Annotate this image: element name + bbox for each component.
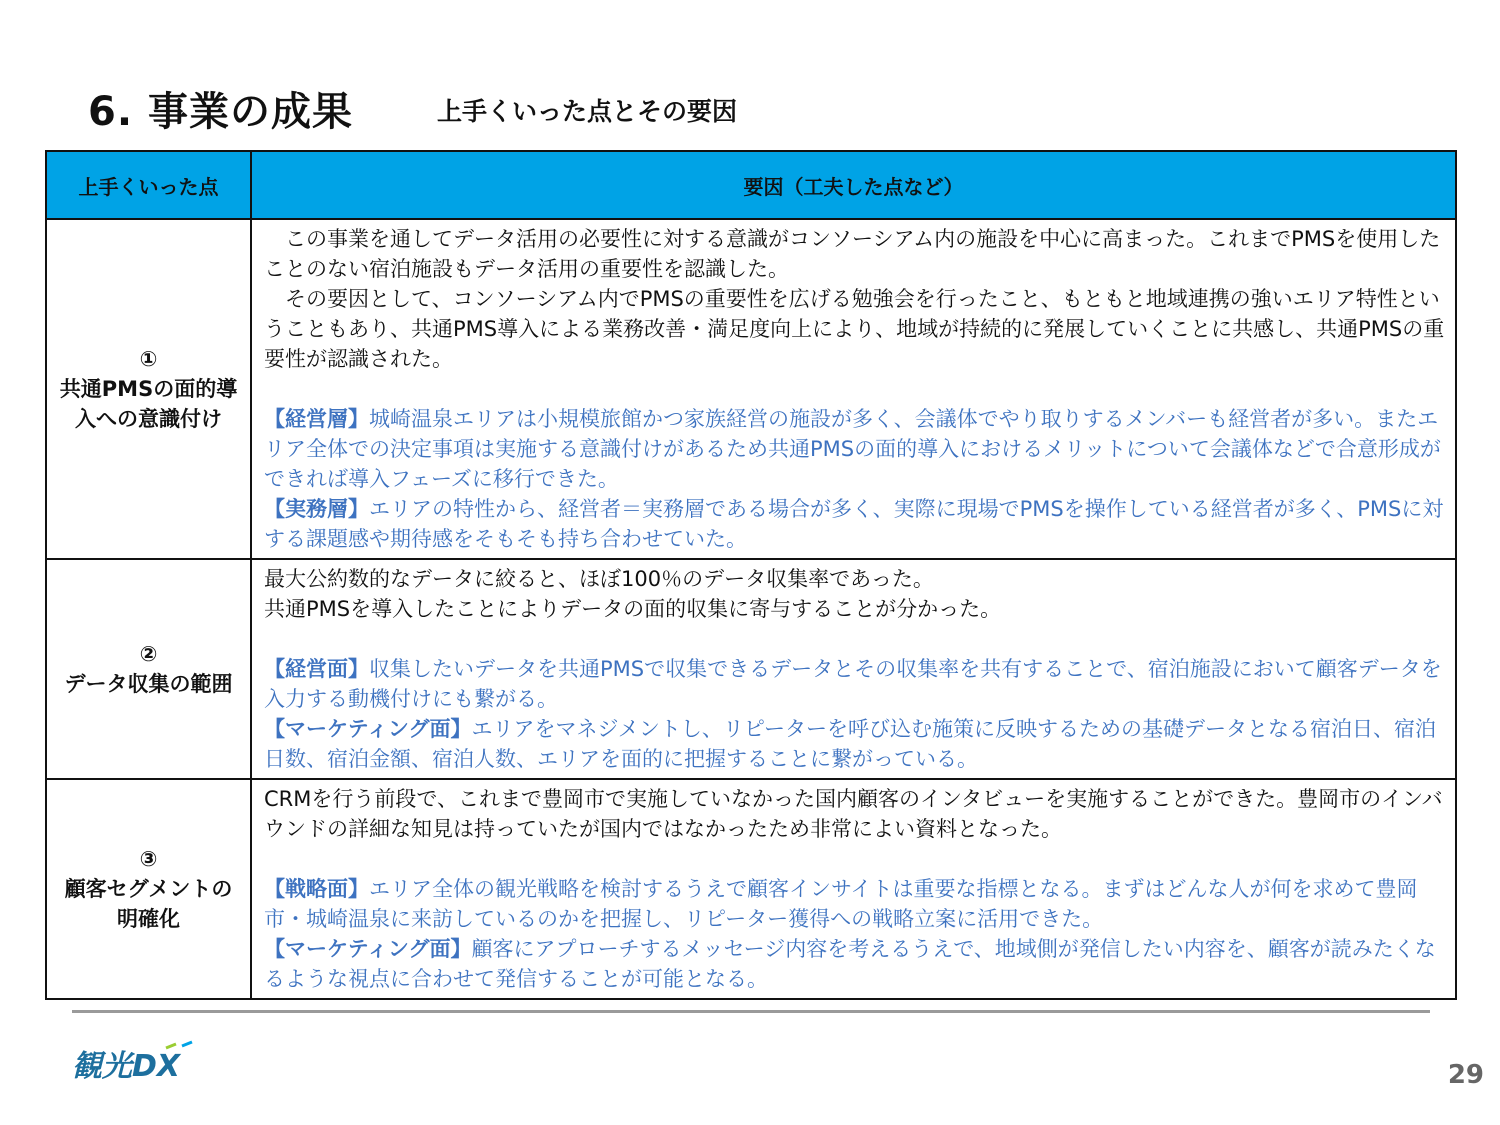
row-label-cell <box>46 559 251 779</box>
point-item <box>264 874 1449 934</box>
point-tag: 【実務層】 <box>264 497 369 521</box>
row-number: ③ <box>139 847 158 871</box>
table-row <box>46 559 1456 779</box>
row-number: ① <box>139 347 158 371</box>
row-content-cell <box>251 779 1456 999</box>
body-paragraph: その要因として、コンソーシアム内でPMSの重要性を広げる勉強会を行ったこと、もともと地域連携の強いエリア特性ということもあり、共通PMS導入による業務改善・満足度向上により、地域が持続的に発展していくことに共感し、共通PMSの重要性が認識された。 <box>264 287 1445 371</box>
row-label: データ収集の範囲 <box>64 672 233 696</box>
point-item <box>264 714 1449 774</box>
point-text: 顧客にアプローチするメッセージ内容を考えるうえで、地域側が発信したい内容を、顧客が読みたくなるような視点に合わせて発信することが可能となる。 <box>264 937 1436 991</box>
page-subtitle: 上手くいった点とその要因 <box>437 97 738 126</box>
page-title: 6. 事業の成果 <box>88 89 353 135</box>
svg-text:観光DX: 観光DX <box>72 1049 181 1084</box>
point-tag: 【経営層】 <box>264 407 369 431</box>
body-paragraph: 最大公約数的なデータに絞ると、ほぼ100％のデータ収集率であった。 <box>264 567 934 591</box>
point-item <box>264 934 1449 994</box>
page-number: 29 <box>1447 1060 1484 1090</box>
row-label-cell <box>46 779 251 999</box>
point-tag: 【戦略面】 <box>264 877 369 901</box>
table-header-row <box>46 151 1456 219</box>
point-text: 城崎温泉エリアは小規模旅館かつ家族経営の施設が多く、会議体でやり取りするメンバーも経営者が多い。またエリア全体での決定事項は実施する意識付けがあるため共通PMSの面的導入におけるメリットについて会議体などで合意形成ができれば導入フェーズに移行できた。 <box>264 407 1441 491</box>
body-paragraph: この事業を通してデータ活用の必要性に対する意識がコンソーシアム内の施設を中心に高まった。これまでPMSを使用したことのない宿泊施設もデータ活用の重要性を認識した。 <box>264 227 1441 281</box>
body-paragraph: 共通PMSを導入したことによりデータの面的収集に寄与することが分かった。 <box>264 597 1002 621</box>
row-label-cell <box>46 219 251 559</box>
point-tag: 【経営面】 <box>264 657 369 681</box>
row-content-cell <box>251 559 1456 779</box>
point-text: エリアをマネジメントし、リピーターを呼び込む施策に反映するための基礎データとなる宿泊日、宿泊日数、宿泊金額、宿泊人数、エリアを面的に把握することに繋がっている。 <box>264 717 1437 771</box>
point-text: エリアの特性から、経営者＝実務層である場合が多く、実際に現場でPMSを操作している経営者が多く、PMSに対する課題感や期待感をそもそも持ち合わせていた。 <box>264 497 1444 551</box>
body-paragraph: CRMを行う前段で、これまで豊岡市で実施していなかった国内顧客のインタビューを実施することができた。豊岡市のインバウンドの詳細な知見は持っていたが国内ではなかったため非常によい資料となった。 <box>264 787 1443 841</box>
row-label: 共通PMSの面的導入への意識付け <box>59 377 238 431</box>
col-header-success: 上手くいった点 <box>46 151 251 219</box>
point-item <box>264 654 1449 714</box>
point-item <box>264 494 1449 554</box>
point-text: 収集したいデータを共通PMSで収集できるデータとその収集率を共有することで、宿泊施設において顧客データを入力する動機付けにも繋がる。 <box>264 657 1442 711</box>
col-header-factors: 要因（工夫した点など） <box>251 151 1456 219</box>
row-content-cell <box>251 219 1456 559</box>
table-row <box>46 219 1456 559</box>
table-row <box>46 779 1456 999</box>
point-item <box>264 404 1449 494</box>
row-label: 顧客セグメントの明確化 <box>64 877 233 931</box>
results-table <box>45 150 1457 1000</box>
point-tag: 【マーケティング面】 <box>264 717 472 741</box>
footer-divider <box>72 1010 1430 1013</box>
row-number: ② <box>139 642 158 666</box>
kanko-dx-logo <box>70 1040 200 1086</box>
point-text: エリア全体の観光戦略を検討するうえで顧客インサイトは重要な指標となる。まずはどんな人が何を求めて豊岡市・城崎温泉に来訪しているのかを把握し、リピーター獲得への戦略立案に活用できた。 <box>264 877 1418 931</box>
point-tag: 【マーケティング面】 <box>264 937 472 961</box>
